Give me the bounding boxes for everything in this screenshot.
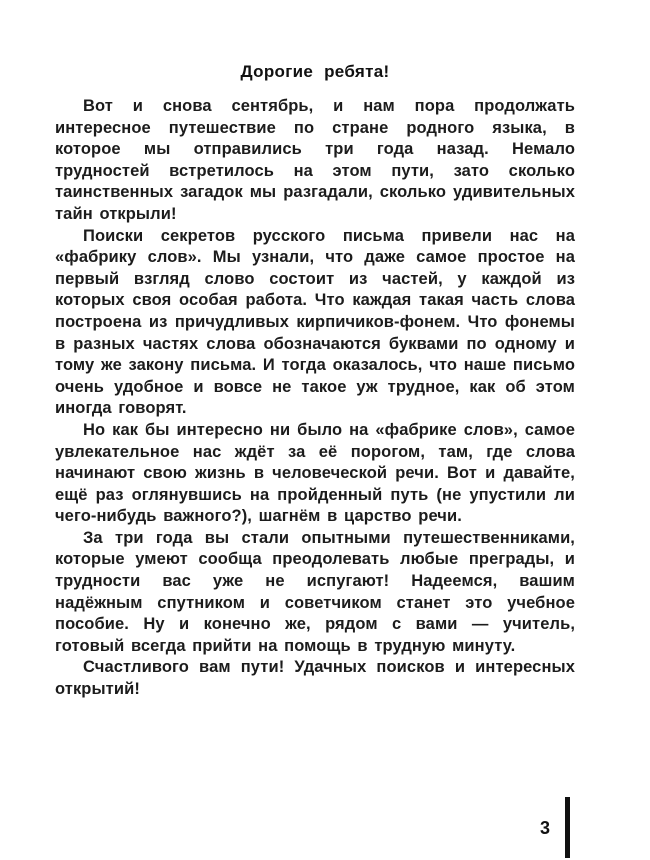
paragraph: Счастливого вам пути! Удачных поисков и интересных открытий! — [55, 658, 575, 699]
paragraph: Но как бы интересно ни было на «фабрике слов», самое увлекательное нас ждёт за её порогом, там, где слова начинают свою жизнь в человеческой речи. Вот и давайте, ещё раз оглянувшись на пройденный путь (не упустили ли чего-нибудь важного?), шагнём в царство речи. — [55, 420, 575, 526]
text-block — [55, 62, 575, 701]
page-edge-bar — [565, 797, 570, 858]
page-title: Дорогие ребята! — [240, 62, 390, 81]
paragraph: Поиски секретов русского письма привели нас на «фабрику слов». Мы узнали, что даже самое простое на первый взгляд слово состоит из частей, у каждой из которых своя особая работа. Что каждая такая часть слова построена из причудливых кирпичиков-фонем. Что фонемы в разных частях слова обозначаются буквами по одному и тому же закону письма. И тогда оказалось, что наше письмо очень удобное и вовсе не такое уж трудное, как об этом иногда говорят. — [55, 226, 575, 418]
body-text — [55, 96, 575, 701]
paragraph: Вот и снова сентябрь, и нам пора продолжать интересное путешествие по стране родного языка, в которое мы отправились три года назад. Немало трудностей встретилось на этом пути, зато сколько таинственных загадок мы разгадали, сколько удивительных тайн открыли! — [55, 97, 575, 223]
page-number: 3 — [539, 818, 550, 838]
paragraph: За три года вы стали опытными путешественниками, которые умеют сообща преодолевать любые преграды, и трудности вас уже не испугают! Надеемся, вашим надёжным спутником и советчиком станет это учебное пособие. Ну и конечно же, рядом с вами — учитель, готовый всегда прийти на помощь в трудную минуту. — [55, 528, 575, 655]
